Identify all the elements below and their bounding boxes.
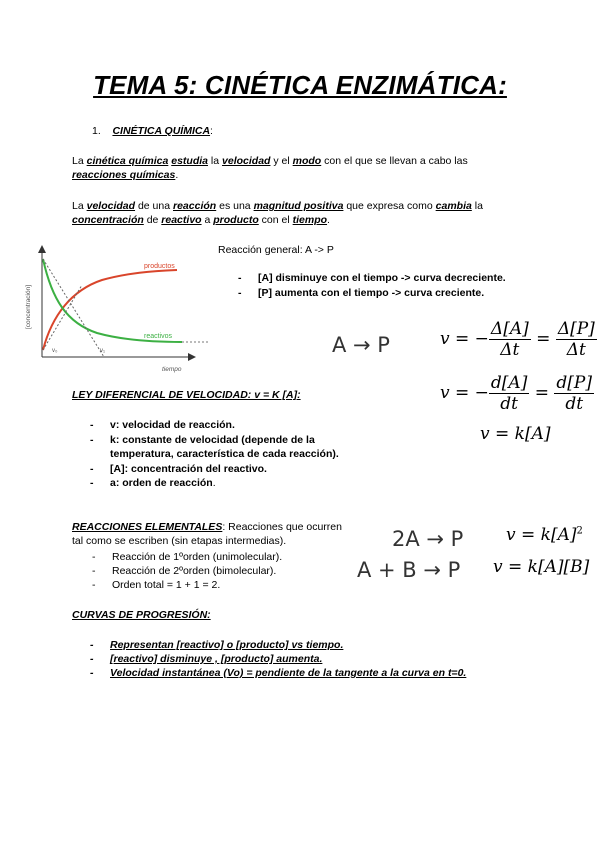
denominator: Δt: [566, 340, 586, 360]
list-item: - [P] aumenta con el tiempo -> curva creciente.: [238, 286, 568, 301]
tangent-reactants: [43, 259, 104, 357]
section-heading: [92, 124, 213, 138]
text: .: [175, 169, 179, 181]
elementales-list: [92, 550, 352, 592]
term: reacciones químicas: [72, 169, 176, 181]
elementales-heading: REACCIONES ELEMENTALES: [72, 521, 223, 533]
elementales-text: : Reacciones que ocurren tal como se escriben (sin etapas intermedias).: [72, 521, 342, 547]
term: concentración: [72, 214, 144, 226]
rate-law: v = k[A]: [480, 424, 551, 444]
v-symbol: v: [440, 383, 450, 403]
denominator: dt: [565, 394, 584, 414]
numerator: d[A]: [490, 373, 528, 393]
term: modo: [292, 155, 322, 167]
y-axis-label: [concentración]: [25, 284, 32, 330]
text: que expresa como: [343, 200, 436, 212]
rate-second-order-text: v = k[A]: [506, 525, 577, 545]
term: cambia: [435, 200, 472, 212]
numerator: Δ[P]: [557, 319, 595, 339]
list-item: - [A] disminuye con el tiempo -> curva decreciente.: [238, 271, 568, 286]
equals: =: [536, 329, 551, 349]
term: tiempo: [292, 214, 328, 226]
rate-delta-equation: [440, 319, 597, 360]
term: estudia: [171, 155, 208, 167]
v1-label: v₁: [100, 348, 106, 354]
rate-differential-equation: [440, 373, 594, 414]
equals: =: [534, 383, 550, 403]
list-item: - Reacción de 2ºorden (bimolecular).: [92, 564, 352, 578]
denominator: dt: [500, 394, 518, 414]
term: velocidad: [86, 200, 136, 212]
text: la: [208, 155, 223, 167]
text: .: [327, 214, 330, 226]
text: de: [143, 214, 162, 226]
term: magnitud positiva: [253, 200, 344, 212]
tangent-products: [43, 285, 82, 350]
curvas-list: [90, 638, 560, 680]
term: reactivo: [161, 214, 202, 226]
products-label: productos: [144, 263, 175, 270]
page-title: TEMA 5: CINÉTICA ENZIMÁTICA:: [93, 70, 507, 100]
x-axis-label: tiempo: [162, 366, 182, 373]
minus: −: [474, 383, 489, 403]
v-symbol: v: [440, 329, 450, 349]
rate-bimolecular: v = k[A][B]: [493, 557, 590, 577]
section-colon: :: [210, 125, 213, 137]
reaction-a-plus-b-to-p: A + B → P: [357, 558, 461, 582]
equals: =: [455, 383, 470, 403]
list-item: - [A]: concentración del reactivo.: [90, 462, 340, 477]
list-item: - Representan [reactivo] o [producto] vs tiempo.: [90, 638, 560, 652]
list-item-period: .: [212, 477, 216, 489]
section-title: CINÉTICA QUÍMICA: [112, 125, 211, 137]
general-reaction-list: [238, 271, 568, 301]
denominator: Δt: [500, 340, 520, 360]
list-item: - v: velocidad de reacción.: [90, 418, 340, 433]
ley-heading: LEY DIFERENCIAL DE VELOCIDAD: v = K [A]:: [72, 389, 301, 401]
text: y el: [270, 155, 293, 167]
section-number: 1.: [92, 125, 101, 137]
kinetics-graph: [12, 245, 212, 380]
term: reacción: [173, 200, 217, 212]
general-reaction-label: Reacción general: A -> P: [218, 244, 334, 256]
x-axis-arrow: [188, 353, 196, 361]
text: la: [471, 200, 483, 212]
term: velocidad: [222, 155, 271, 167]
list-item: - [reactivo] disminuye , [producto] aumenta.: [90, 652, 560, 666]
term: producto: [213, 214, 259, 226]
text: con el: [258, 214, 293, 226]
list-item: - Reacción de 1ºorden (unimolecular).: [92, 550, 352, 564]
text: La: [72, 200, 87, 212]
reaction-a-to-p: A → P: [332, 333, 390, 357]
numerator: d[P]: [556, 373, 593, 393]
equals: =: [455, 329, 470, 349]
term: cinética química: [86, 155, 169, 167]
list-item: - k: constante de velocidad (depende de la temperatura, característica de cada reacción).: [90, 433, 340, 462]
exponent: 2: [576, 525, 583, 537]
text: con el que se llevan a cabo las: [321, 155, 468, 167]
text: a: [201, 214, 214, 226]
reactants-label: reactivos: [144, 333, 173, 340]
paragraph-velocity: [72, 199, 522, 227]
list-item: [90, 476, 340, 491]
text: La: [72, 155, 87, 167]
list-item: - Orden total = 1 + 1 = 2.: [92, 578, 352, 592]
paragraph-kinetics: [72, 154, 522, 182]
elementales-paragraph: [72, 520, 352, 548]
list-item-text: a: orden de reacción: [110, 477, 213, 489]
list-item: - Velocidad instantánea (Vo) = pendiente de la tangente a la curva en t=0.: [90, 666, 560, 680]
text: de una: [135, 200, 173, 212]
numerator: Δ[A]: [490, 319, 529, 339]
text: es una: [216, 200, 254, 212]
curvas-heading: CURVAS DE PROGRESIÓN:: [72, 609, 211, 621]
minus: −: [474, 329, 489, 349]
ley-list: [90, 418, 340, 491]
y-axis-arrow: [38, 245, 46, 253]
reaction-2a-to-p: 2A → P: [392, 527, 464, 551]
rate-second-order: [506, 525, 583, 545]
v0-label: v₀: [52, 348, 58, 354]
